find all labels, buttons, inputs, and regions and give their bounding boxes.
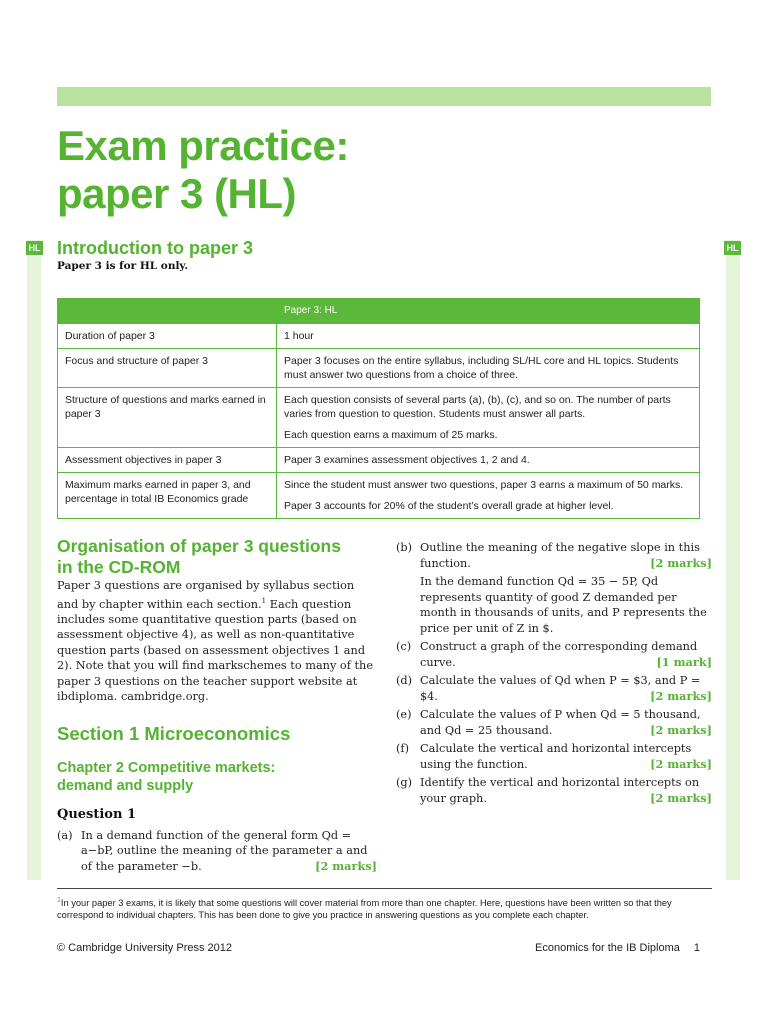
- table-row: [58, 388, 700, 448]
- table-row: [58, 349, 700, 388]
- table-row: [58, 473, 700, 519]
- marks-label: [2 marks]: [650, 790, 712, 805]
- intro-subtitle: Paper 3 is for HL only.: [57, 260, 188, 272]
- table-row-label: Duration of paper 3: [58, 324, 277, 349]
- question-heading: Question 1: [57, 806, 137, 822]
- left-column: [57, 536, 377, 874]
- question-part-g: (g) Identify the vertical and horizontal intercepts on your graph. [2 marks]: [396, 776, 712, 805]
- question-part-c: (c) Construct a graph of the corresponding demand curve. [1 mark]: [396, 640, 712, 669]
- marks-label: [2 marks]: [650, 555, 712, 570]
- table-row-label: Focus and structure of paper 3: [58, 349, 277, 388]
- question-part-f: (f) Calculate the vertical and horizontal intercepts using the function. [2 marks]: [396, 742, 712, 771]
- table-row-value: 1 hour: [277, 324, 700, 349]
- footnote-number: 1: [57, 897, 61, 904]
- hl-margin-strip-right: [726, 240, 740, 880]
- section-heading: Section 1 Microeconomics: [57, 722, 291, 744]
- table-row: [58, 324, 700, 349]
- marks-label: [2 marks]: [650, 688, 712, 703]
- footnote-divider: [57, 888, 712, 889]
- hl-badge-right: HL: [724, 241, 741, 255]
- book-footer: [535, 942, 700, 954]
- table-row-label: Assessment objectives in paper 3: [58, 448, 277, 473]
- table-header-cell: Paper 3: HL: [277, 299, 700, 324]
- page-number: 1: [693, 942, 701, 954]
- page-title-line1: Exam practice:: [57, 122, 349, 169]
- question-context: In the demand function Qd = 35 − 5P, Qd represents quantity of good Z demanded per month in thousands of units, and P represents the price per unit of Z in $.: [420, 575, 707, 635]
- hl-badge-left: HL: [26, 241, 43, 255]
- paper3-info-table: [57, 298, 700, 519]
- chapter-heading: Chapter 2 Competitive markets: demand and supply: [57, 759, 276, 794]
- footnote-text: In your paper 3 exams, it is likely that some questions will cover material from more than one chapter. Here, questions have been written so that they correspond to individual chapters. This has been done to give you practice in answering questions as you complete each chapter.: [57, 898, 672, 921]
- table-row: [58, 448, 700, 473]
- organisation-text: Paper 3 questions are organised by syllabus section and by chapter within each section.$^1$ Each question includes some quantitative question parts (based on assessment objective 4), as well as non-quantitative question parts (based on assessment objectives 1 and 2). Note that you will find markschemes to many of the paper 3 questions on the teacher support website at ibdiploma. cambridge.org.: [57, 579, 374, 704]
- table-row-value: Each question consists of several parts (a), (b), (c), and so on. The number of parts varies from question to question. Students must answer all parts. Each question earns a maximum of 25 marks.: [277, 388, 700, 448]
- table-header-empty: [58, 299, 277, 324]
- table-row-label: Structure of questions and marks earned in paper 3: [58, 388, 277, 448]
- organisation-heading: Organisation of paper 3 questions in the CD-ROM: [57, 536, 341, 577]
- page-title-line2: paper 3 (HL): [57, 170, 297, 217]
- question-part-b: (b) Outline the meaning of the negative slope in this function. [2 marks] In the demand function Qd = 35 − 5P, Qd represents quantity of good Z demanded per month in thousands of units, and P represents the price per unit of Z in $.: [396, 541, 712, 635]
- table-header-row: [58, 299, 700, 324]
- marks-label: [2 marks]: [315, 858, 377, 873]
- table-row-value: Paper 3 focuses on the entire syllabus, including SL/HL core and HL topics. Students must answer two questions from a choice of three.: [277, 349, 700, 388]
- question-part-a: (a) In a demand function of the general form Qd = a−bP, outline the meaning of the parameter a and of the parameter −b. [2 marks]: [57, 828, 377, 873]
- intro-heading: Introduction to paper 3: [57, 238, 253, 258]
- page-title: [57, 122, 349, 218]
- footnote: [57, 895, 712, 921]
- hl-margin-strip-left: [27, 240, 41, 880]
- marks-label: [1 mark]: [656, 654, 712, 669]
- table-row-value: Paper 3 examines assessment objectives 1, 2 and 4.: [277, 448, 700, 473]
- question-part-d: (d) Calculate the values of Qd when P = $3, and P = $4. [2 marks]: [396, 674, 712, 703]
- question-part-e: (e) Calculate the values of P when Qd = 5 thousand, and Qd = 25 thousand. [2 marks]: [396, 708, 712, 737]
- marks-label: [2 marks]: [650, 722, 712, 737]
- marks-label: [2 marks]: [650, 756, 712, 771]
- header-decor-bar: [57, 87, 711, 106]
- table-row-value: Since the student must answer two questions, paper 3 earns a maximum of 50 marks. Paper 3 accounts for 20% of the student’s overall grade at higher level.: [277, 473, 700, 519]
- footnote-ref: 1: [261, 596, 267, 605]
- book-title: Economics for the IB Diploma: [535, 942, 680, 954]
- copyright-footer: © Cambridge University Press 2012: [57, 942, 233, 954]
- right-column: [396, 540, 712, 806]
- table-row-label: Maximum marks earned in paper 3, and percentage in total IB Economics grade: [58, 473, 277, 519]
